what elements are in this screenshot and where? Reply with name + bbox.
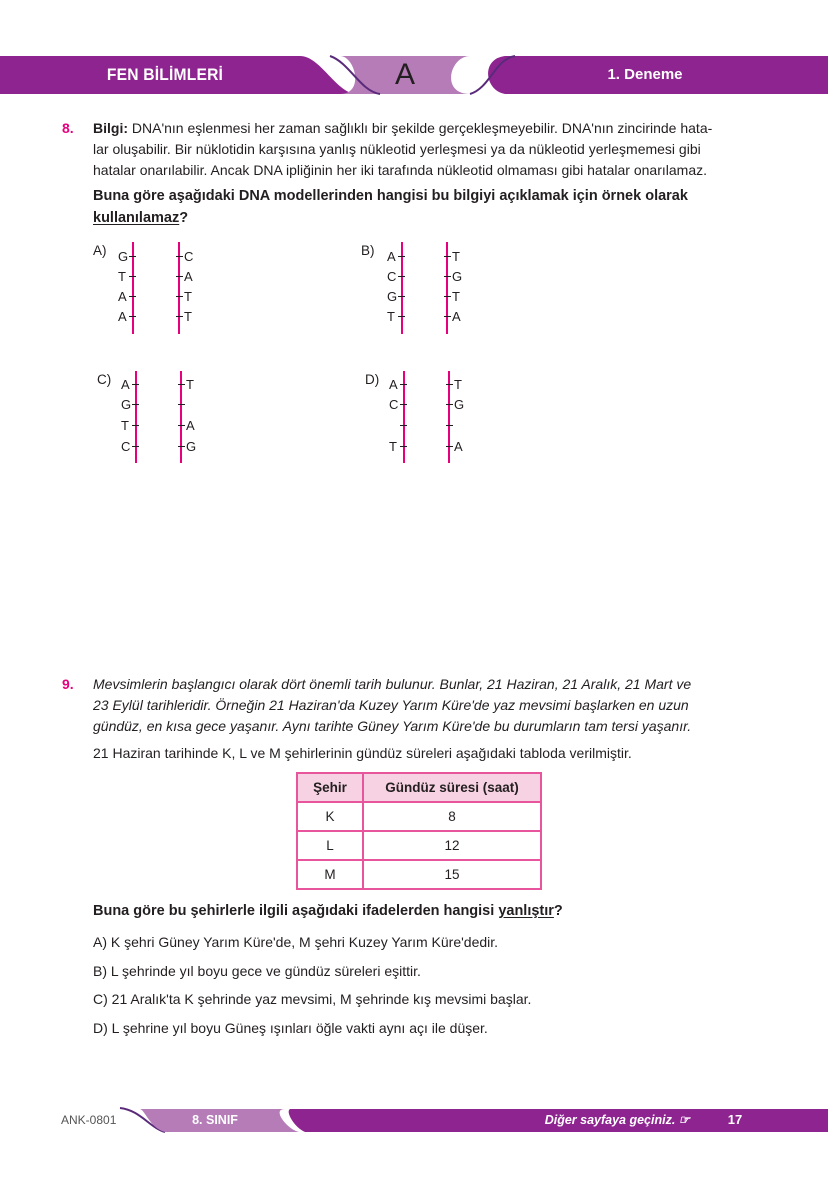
base-left: C — [121, 439, 131, 454]
base-left: A — [118, 289, 127, 304]
tick — [398, 316, 405, 317]
daylight-table — [296, 772, 542, 890]
prompt-underlined: yanlıştır — [498, 903, 554, 919]
question-9-prompt — [93, 900, 563, 922]
tick — [400, 425, 407, 426]
base-right: G — [186, 439, 197, 454]
footer-banner — [0, 1104, 828, 1136]
table-cell: 12 — [363, 831, 541, 860]
base-right: A — [454, 439, 463, 454]
tick — [446, 404, 453, 405]
base-right: C — [184, 249, 194, 264]
base-left: C — [389, 397, 399, 412]
base-right: A — [184, 269, 193, 284]
tick — [176, 276, 183, 277]
answer-option-c[interactable] — [93, 991, 531, 1007]
tick — [444, 316, 451, 317]
base-right: T — [184, 289, 192, 304]
base-left: T — [389, 439, 397, 454]
tick — [400, 384, 407, 385]
table-row — [297, 860, 541, 889]
answer-option-d[interactable] — [93, 1020, 488, 1036]
option-label: D) — [365, 372, 380, 387]
base-left: A — [118, 309, 127, 324]
tick — [446, 425, 453, 426]
base-right: T — [452, 289, 460, 304]
option-label: B) — [361, 243, 375, 258]
question-number: 9. — [62, 676, 74, 692]
base-left: A — [121, 377, 130, 392]
base-left: G — [118, 249, 129, 264]
tick — [129, 296, 136, 297]
tick — [129, 256, 136, 257]
info-line: lar oluşabilir. Bir nüklotidin karşısına yanlış nükleotid yerleşmesi ya da nükleotid yerleşmemesi gibi — [93, 141, 701, 157]
table-cell: K — [297, 802, 363, 831]
tick — [129, 316, 136, 317]
tick — [446, 384, 453, 385]
base-left: C — [387, 269, 397, 284]
page-number: 17 — [727, 1112, 743, 1127]
base-right: G — [452, 269, 463, 284]
tick — [444, 276, 451, 277]
intro-line: gündüz, en kısa gece yaşanır. Aynı tarihte Güney Yarım Küre'de bu durumların tam tersi yaşanır. — [93, 718, 692, 734]
prompt-text: Buna göre bu şehirlerle ilgili aşağıdaki ifadelerden hangisi — [93, 903, 499, 919]
base-left: G — [387, 289, 398, 304]
prompt-end: ? — [553, 903, 563, 919]
base-right: A — [452, 309, 461, 324]
booklet-letter: A — [394, 58, 415, 91]
option-text: K şehri Güney Yarım Küre'de, M şehri Kuzey Yarım Küre'dedir. — [110, 934, 499, 950]
tick — [398, 296, 405, 297]
answer-option-b[interactable] — [93, 963, 421, 979]
base-left: A — [389, 377, 398, 392]
tick — [178, 446, 185, 447]
tick — [398, 256, 405, 257]
question-8-prompt — [93, 185, 748, 229]
tick — [132, 425, 139, 426]
tick — [132, 446, 139, 447]
base-right: A — [186, 418, 195, 433]
base-right: T — [184, 309, 192, 324]
tick — [132, 404, 139, 405]
base-left: A — [387, 249, 396, 264]
table-cell: 15 — [363, 860, 541, 889]
question-8-info — [93, 118, 748, 181]
table-cell: L — [297, 831, 363, 860]
tick — [129, 276, 136, 277]
option-label: A) — [93, 934, 107, 950]
tick — [178, 384, 185, 385]
tick — [400, 446, 407, 447]
tick — [176, 316, 183, 317]
option-label: B) — [93, 963, 107, 979]
base-right: T — [454, 377, 462, 392]
option-text: 21 Aralık'ta K şehrinde yaz mevsimi, M şehrinde kış mevsimi başlar. — [111, 991, 532, 1007]
table-intro: 21 Haziran tarihinde K, L ve M şehirlerinin gündüz süreleri aşağıdaki tabloda verilmiştir. — [93, 745, 632, 761]
exam-title: 1. Deneme — [607, 66, 683, 83]
answer-option-a[interactable] — [93, 934, 498, 950]
prompt-line: Buna göre aşağıdaki DNA modellerinden hangisi bu bilgiyi açıklamak için örnek olarak — [93, 188, 688, 204]
tick — [178, 404, 185, 405]
option-label: C) — [97, 372, 112, 387]
tick — [132, 384, 139, 385]
question-number: 8. — [62, 120, 74, 136]
table-row — [297, 831, 541, 860]
tick — [176, 256, 183, 257]
grade-label: 8. SINIF — [192, 1113, 238, 1127]
table-row — [297, 802, 541, 831]
next-page-hint: Diğer sayfaya geçiniz. ☞ — [544, 1113, 690, 1127]
table-cell: 8 — [363, 802, 541, 831]
base-left: T — [118, 269, 126, 284]
tick — [400, 404, 407, 405]
tick — [178, 425, 185, 426]
intro-line: Mevsimlerin başlangıcı olarak dört önemli tarih bulunur. Bunlar, 21 Haziran, 21 Aralık, 21 Mart ve — [93, 676, 692, 692]
question-9-intro — [93, 674, 753, 737]
base-right: T — [452, 249, 460, 264]
base-left: T — [387, 309, 395, 324]
option-label: C) — [93, 991, 108, 1007]
base-right: T — [186, 377, 194, 392]
info-label: Bilgi: — [93, 120, 128, 136]
info-line: DNA'nın eşlenmesi her zaman sağlıklı bir şekilde gerçekleşmeyebilir. DNA'nın zincirinde hata- — [131, 120, 713, 136]
tick — [444, 296, 451, 297]
tick — [446, 446, 453, 447]
subject-title: FEN BİLİMLERİ — [106, 65, 224, 84]
prompt-underlined: kullanılamaz — [93, 210, 180, 226]
option-text: L şehrine yıl boyu Güneş ışınları öğle vakti aynı açı ile düşer. — [111, 1020, 488, 1036]
tick — [444, 256, 451, 257]
option-text: L şehrinde yıl boyu gece ve gündüz süreleri eşittir. — [110, 963, 421, 979]
table-cell: M — [297, 860, 363, 889]
base-left: G — [121, 397, 132, 412]
base-left: T — [121, 418, 129, 433]
base-right: G — [454, 397, 465, 412]
prompt-end: ? — [179, 210, 189, 226]
table-header: Şehir — [297, 773, 363, 802]
intro-line: 23 Eylül tarihleridir. Örneğin 21 Haziran'da Kuzey Yarım Küre'de yaz mevsimi başlarken en uzun — [93, 697, 689, 713]
option-label: D) — [93, 1020, 108, 1036]
booklet-code: ANK-0801 — [61, 1113, 117, 1127]
tick — [398, 276, 405, 277]
option-label: A) — [93, 243, 107, 258]
tick — [176, 296, 183, 297]
table-header: Gündüz süresi (saat) — [363, 773, 541, 802]
info-line: hatalar onarılabilir. Ancak DNA ipliğinin her iki tarafında nükleotid olmaması gibi hatalar onarılamaz. — [93, 162, 707, 178]
